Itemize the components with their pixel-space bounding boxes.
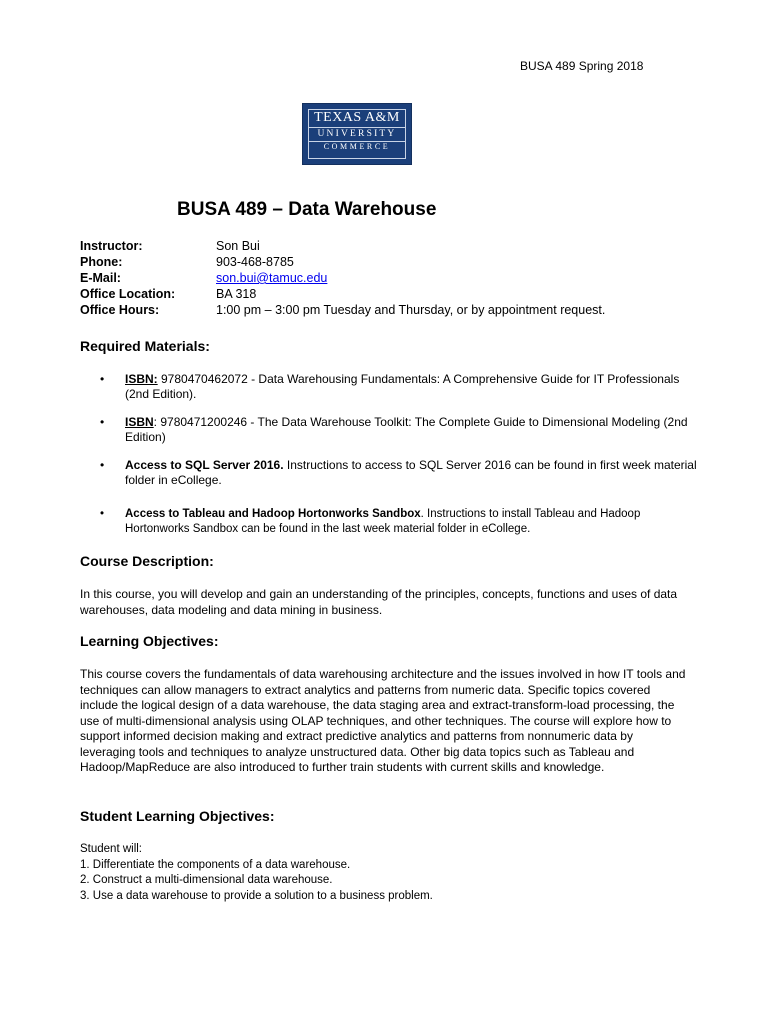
university-logo [302,103,412,165]
list-intro: Student will: [80,843,143,855]
list-item [80,415,700,445]
instructor-label: Instructor: [80,239,143,253]
bullet-icon: • [100,415,105,429]
list-item [80,507,700,537]
item-text: : 9780471200246 - The Data Warehouse Toolkit: The Complete Guide to Dimensional Modeling (2nd Edition) [125,415,688,444]
bullet-icon: • [100,508,105,520]
phone-value: 903-468-8785 [216,255,294,269]
logo-line2: UNIVERSITY [317,129,397,139]
required-materials-list [80,372,700,537]
office-value: BA 318 [216,287,257,301]
page-title: BUSA 489 – Data Warehouse [177,199,437,220]
item-label: ISBN: [125,372,158,386]
course-description-text: In this course, you will develop and gain an understanding of the principles, concepts, functions and uses of data warehouses, data modeling and data mining in business. [80,587,678,617]
list-item: 3. Use a data warehouse to provide a solution to a business problem. [80,889,433,902]
list-item: 1. Differentiate the components of a data warehouse. [80,858,351,871]
instructor-value: Son Bui [216,239,260,253]
email-label: E-Mail: [80,271,121,285]
item-text: . Instructions to install Tableau and Hadoop Hortonworks Sandbox can be found in the last week material folder in eCollege. [125,508,641,535]
list-item: 2. Construct a multi-dimensional data warehouse. [80,874,333,886]
student-learning-objectives-list [80,842,690,904]
learning-objectives-heading: Learning Objectives: [80,633,219,649]
list-item [80,372,700,402]
hours-value: 1:00 pm – 3:00 pm Tuesday and Thursday, or by appointment request. [216,303,606,317]
learning-objectives-text: This course covers the fundamentals of data warehousing architecture and the issues involved in how IT tools and techniques can allow managers to extract analytics and patterns from numeric data. Specific topics covered include the logical design of a data warehouse, the data staging area and extract-transform-load processing, the use of multi-dimensional analysis using OLAP techniques, and other techniques. The course will explore how to support informed decision making and extract predictive analytics and patterns from nonnumeric data by leveraging tools and techniques to analyze unstructured data. Other big data topics such as Tableau and Hadoop/MapReduce are also introduced to further train students with current skills and knowledge. [80,667,686,774]
email-link[interactable]: son.bui@tamuc.edu [216,271,328,285]
item-label: Access to Tableau and Hadoop Hortonworks Sandbox [125,508,421,520]
logo-line3: COMMERCE [323,142,391,151]
office-label: Office Location: [80,287,176,301]
item-text: 9780470462072 - Data Warehousing Fundamentals: A Comprehensive Guide for IT Professionals (2nd Edition). [125,372,680,401]
course-description-heading: Course Description: [80,553,214,569]
item-label: ISBN [125,415,154,429]
item-text: Instructions to access to SQL Server 2016 can be found in first week material folder in eCollege. [125,458,697,487]
logo-rule-top [309,127,405,128]
item-label: Access to SQL Server 2016. [125,458,284,472]
hours-label: Office Hours: [80,303,160,317]
logo-line1: TEXAS A&M [314,110,400,125]
email-value-wrap [216,270,327,286]
required-materials-heading: Required Materials: [80,338,210,354]
student-learning-objectives-heading: Student Learning Objectives: [80,808,275,824]
bullet-icon: • [100,458,105,472]
bullet-icon: • [100,372,105,386]
phone-label: Phone: [80,255,123,269]
course-term-header: BUSA 489 Spring 2018 [520,59,644,73]
list-item [80,458,700,488]
